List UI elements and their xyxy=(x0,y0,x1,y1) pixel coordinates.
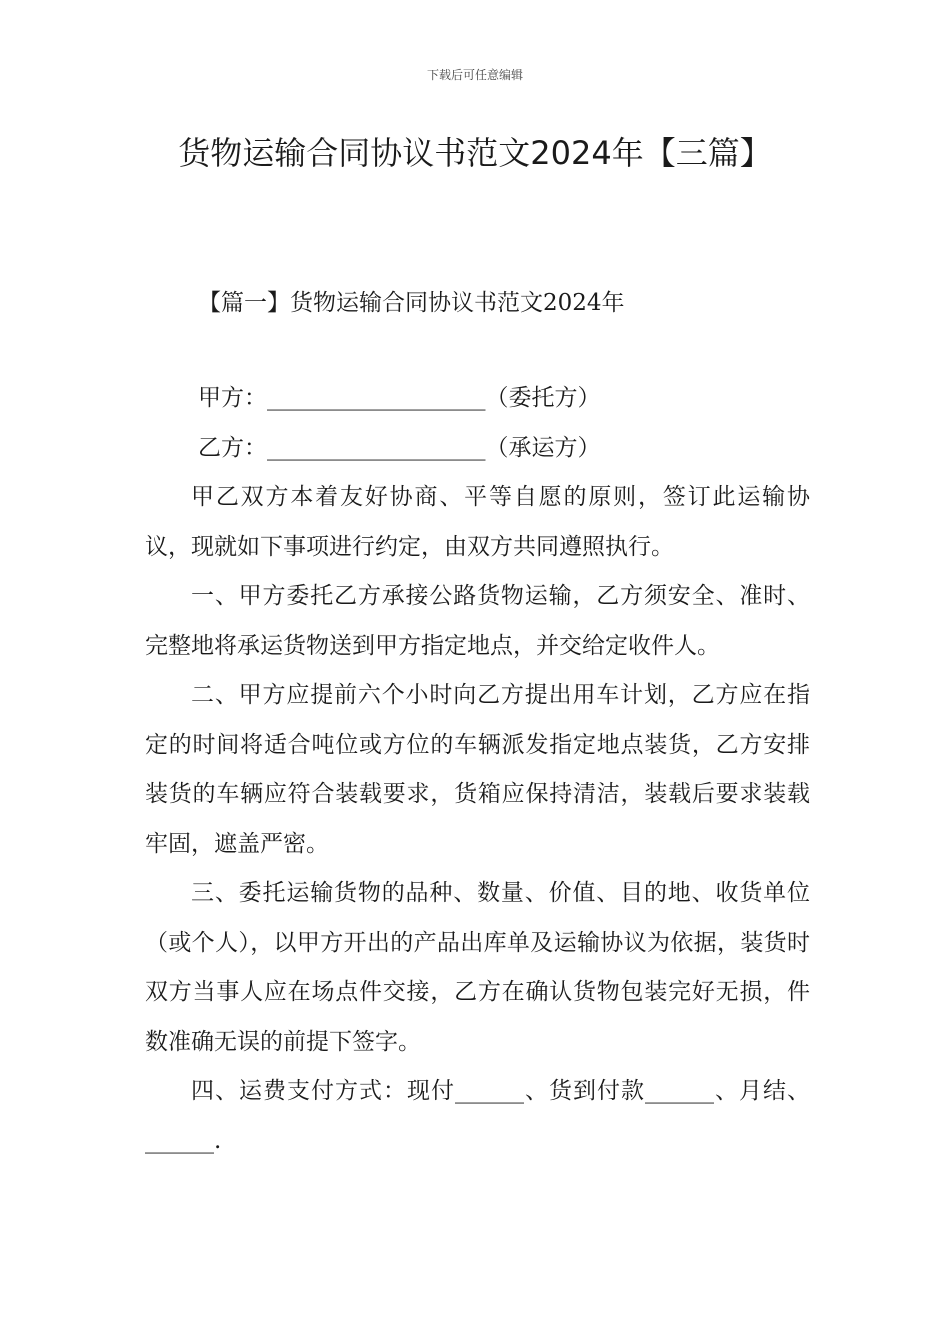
paragraph-clause-3: 三、委托运输货物的品种、数量、价值、目的地、收货单位（或个人），以甲方开出的产品出库单及运输协议为依据，装货时双方当事人应在场点件交接，乙方在确认货物包装完好无损，件数准确无误的前提下签字。 xyxy=(145,880,810,1055)
paragraph-clause-2: 二、甲方应提前六个小时向乙方提出用车计划，乙方应在指定的时间将适合吨位或方位的车辆派发指定地点装货，乙方安排装货的车辆应符合装载要求，货箱应保持清洁，装载后要求装载牢固，遮盖严密。 xyxy=(145,682,810,857)
paragraph-intro: 甲乙双方本着友好协商、平等自愿的原则，签订此运输协议，现就如下事项进行约定，由双方共同遵照执行。 xyxy=(145,484,810,560)
section-heading: 【篇一】货物运输合同协议书范文2024年 xyxy=(198,290,625,316)
party-b-line: 乙方：___________________（承运方） xyxy=(198,434,601,461)
contract-body xyxy=(145,374,810,1166)
document-title: 货物运输合同协议书范文2024年【三篇】 xyxy=(178,134,772,172)
paragraph-clause-4: 四、运费支付方式：现付______、货到付款______、月结、______. xyxy=(145,1078,810,1154)
paragraph-clause-1: 一、甲方委托乙方承接公路货物运输，乙方须安全、准时、完整地将承运货物送到甲方指定地点，并交给定收件人。 xyxy=(145,583,810,659)
header-note: 下载后可任意编辑 xyxy=(426,68,523,82)
party-a-line: 甲方：___________________（委托方） xyxy=(198,385,601,411)
